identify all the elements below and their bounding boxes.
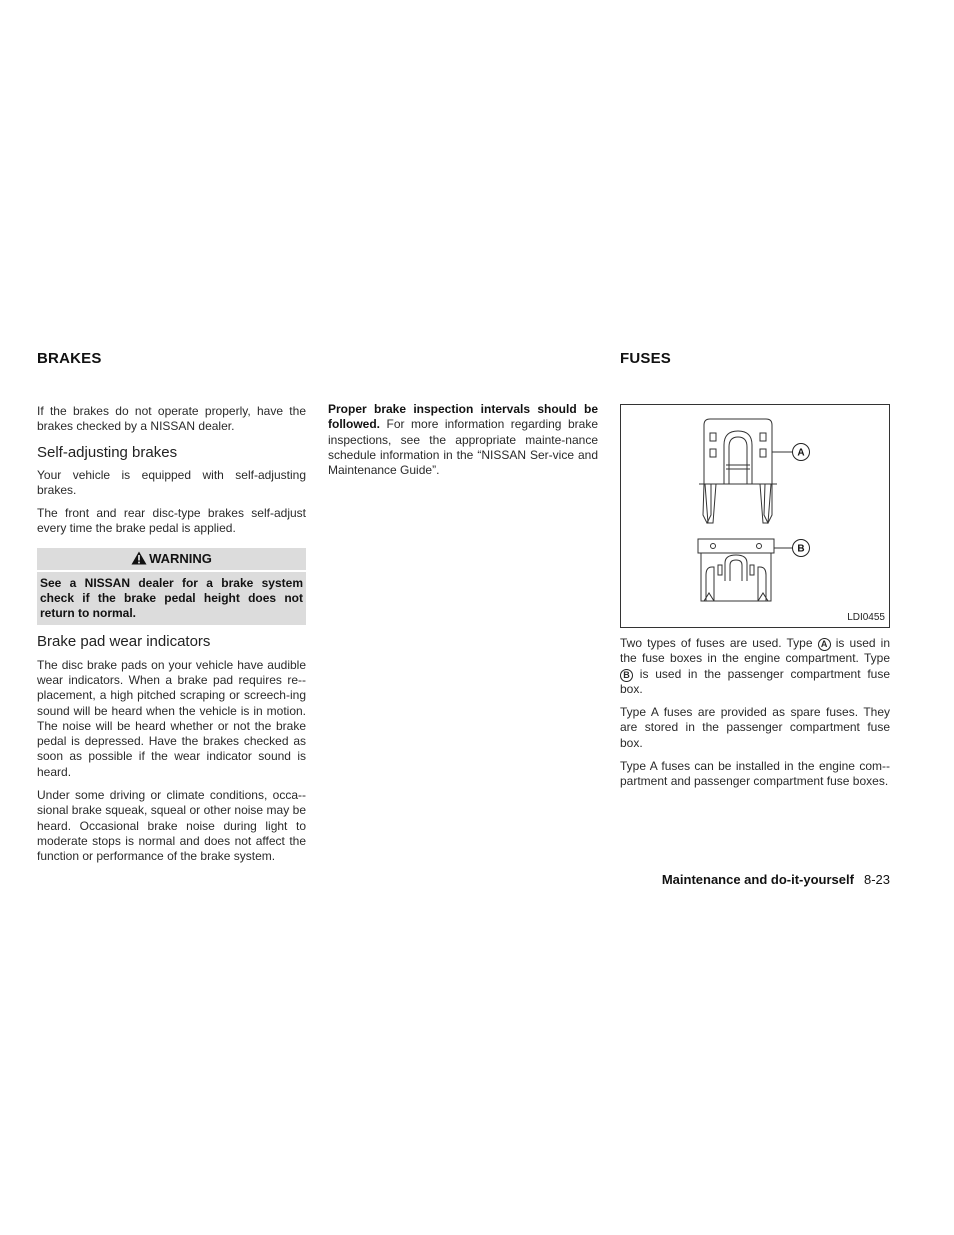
callout-a-label: A (797, 447, 805, 459)
page-number: 8-23 (863, 872, 890, 887)
fuses-p1 (620, 636, 890, 697)
type-a-badge: A (818, 638, 831, 651)
warning-header (37, 548, 306, 572)
inspection-text: For more information regarding brake inspections, see the appropriate mainte-nance schedule information in the “NISSAN Ser-vice and Maintenance Guide”. (328, 417, 598, 478)
callout-b-label: B (797, 543, 805, 555)
fuses-column (620, 350, 890, 790)
brakes-inspection-column (328, 402, 598, 478)
brakes-heading: BRAKES (37, 350, 102, 367)
warning-box (37, 548, 306, 625)
fuse-illustration (621, 405, 889, 627)
fuse-type-b (698, 539, 793, 601)
fuses-p1-part3: is used in the passenger compartment fuse box. (620, 666, 890, 696)
self-adjusting-p1: Your vehicle is equipped with self-adjusting brakes. (37, 467, 306, 497)
figure-code: LDI0455 (847, 612, 885, 623)
fuse-figure (620, 404, 890, 628)
inspection-bold: Proper brake inspection intervals should be followed. (328, 402, 598, 432)
fuses-p2: Type A fuses are provided as spare fuses. They are stored in the passenger compartment fuse box. (620, 705, 890, 750)
footer-section: Maintenance and do-it-yourself (661, 872, 854, 887)
pad-wear-p1: The disc brake pads on your vehicle have audible wear indicators. When a brake pad requires re-placement, a high pitched scraping or screech-ing sound will be heard when the vehicle is in motion. The noise will be heard whether or not the brake pedal is depressed. Have the brakes checked as soon as possible if the wear indicator sound is heard. (37, 657, 306, 779)
self-adjusting-p2: The front and rear disc-type brakes self-adjust every time the brake pedal is applied. (37, 506, 306, 536)
type-b-badge: B (620, 669, 633, 682)
fuse-type-a (699, 419, 793, 523)
brakes-intro: If the brakes do not operate properly, have the brakes checked by a NISSAN dealer. (37, 404, 306, 434)
pad-wear-heading: Brake pad wear indicators (37, 632, 211, 650)
brakes-column (37, 350, 306, 865)
self-adjusting-heading: Self-adjusting brakes (37, 443, 178, 461)
fuses-p3: Type A fuses can be installed in the engine com-partment and passenger compartment fuse boxes. (620, 759, 890, 789)
warning-body: See a NISSAN dealer for a brake system check if the brake pedal height does not return to normal. (40, 575, 303, 621)
warning-title: WARNING (149, 550, 212, 566)
fuses-p1-part2: is used in the fuse boxes in the engine compartment. Type (620, 636, 890, 666)
pad-wear-p2: Under some driving or climate conditions, occa-sional brake squeak, squeal or other noise may be heard. Occasional brake noise during light to moderate stops is normal and does not affect the function or performance of the brake system. (37, 788, 306, 864)
inspection-paragraph (328, 402, 598, 478)
fuses-heading: FUSES (620, 350, 672, 367)
warning-triangle-icon (131, 551, 147, 568)
fuses-p1-part1: Two types of fuses are used. Type (620, 636, 818, 650)
page-footer (662, 872, 890, 887)
